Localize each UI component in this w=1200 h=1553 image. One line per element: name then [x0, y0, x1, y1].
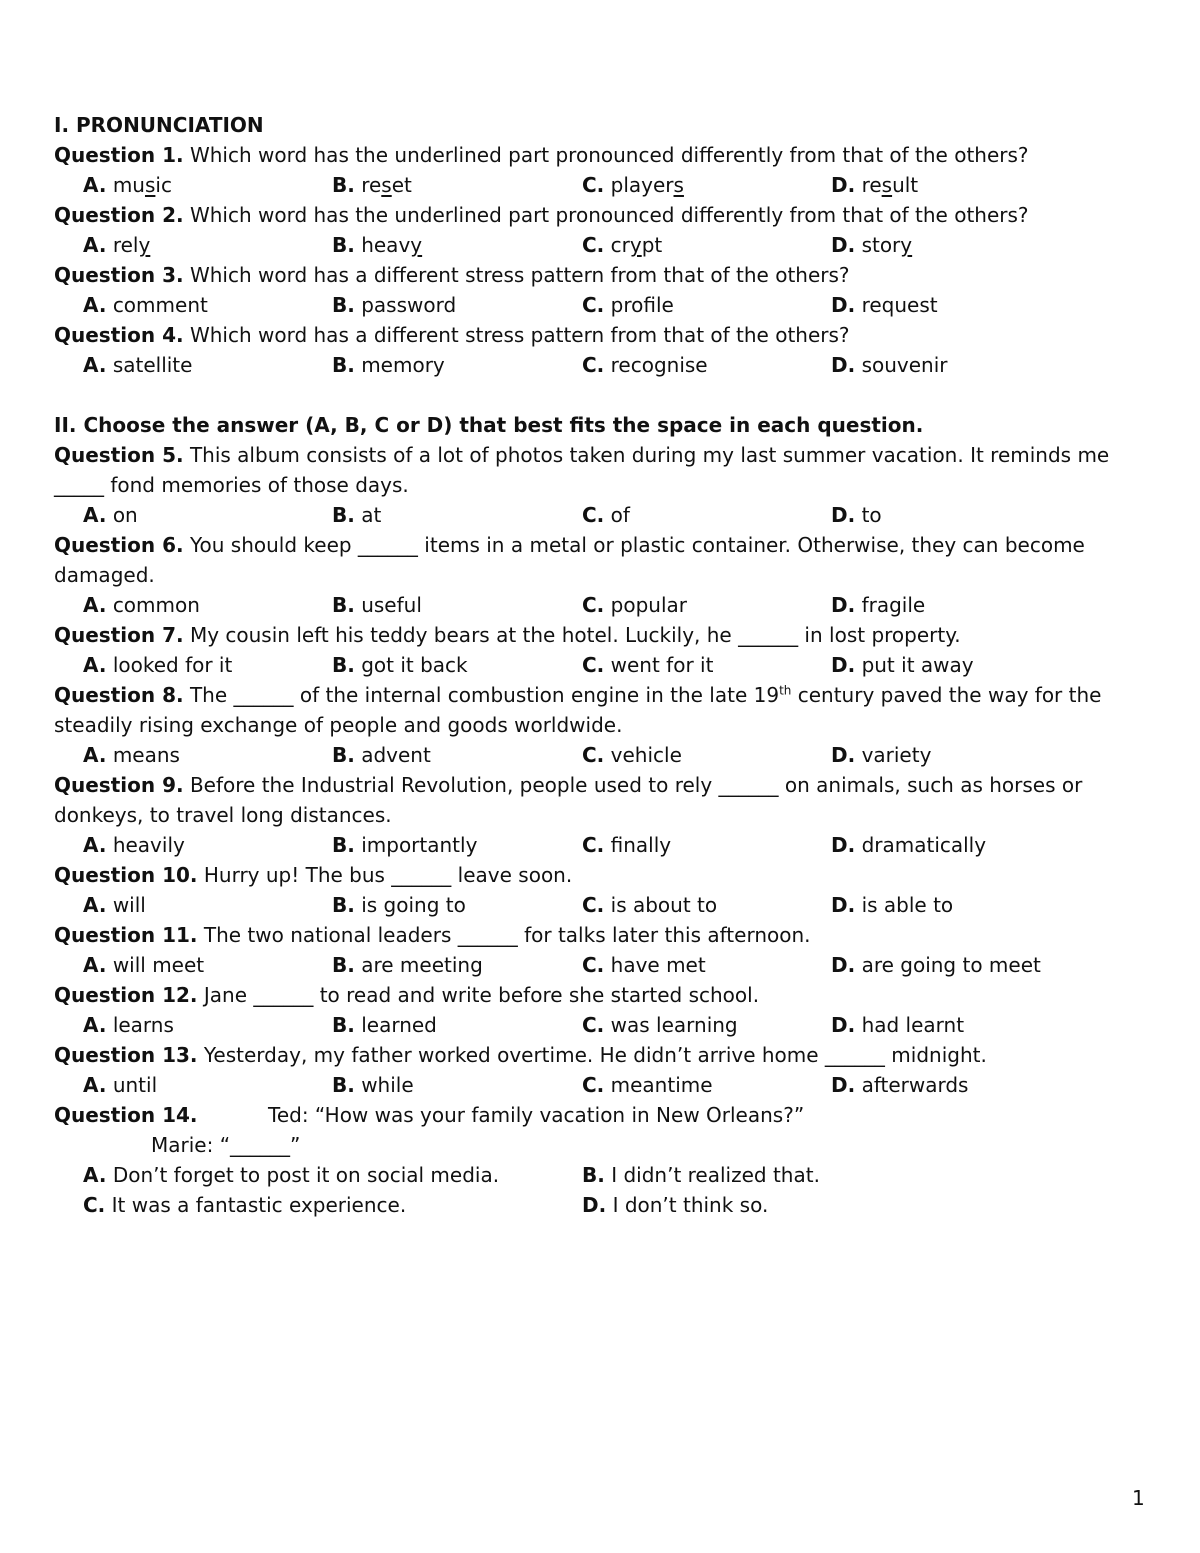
option-d[interactable]: D. are going to meet — [831, 953, 1041, 977]
question-4-options — [54, 350, 1150, 380]
option-d[interactable]: D. variety — [831, 743, 932, 767]
question-3 — [54, 260, 1150, 290]
question-8-options — [54, 740, 1150, 770]
question-8 — [54, 680, 1150, 740]
option-b[interactable]: B. learned — [332, 1013, 437, 1037]
question-label: Question 11. — [54, 923, 198, 947]
question-5 — [54, 440, 1150, 500]
question-label: Question 9. — [54, 773, 184, 797]
question-text: Hurry up! The bus ______ leave soon. — [203, 863, 573, 887]
option-d[interactable]: D. story — [831, 233, 913, 257]
question-9-options — [54, 830, 1150, 860]
option-c[interactable]: C. went for it — [582, 653, 714, 677]
option-d[interactable]: D. I don’t think so. — [582, 1193, 769, 1217]
question-label: Question 10. — [54, 863, 198, 887]
question-10-options — [54, 890, 1150, 920]
question-text: Which word has the underlined part pronounced differently from that of the others? — [189, 203, 1029, 227]
question-7 — [54, 620, 1150, 650]
option-a[interactable]: A. looked for it — [83, 653, 233, 677]
option-b[interactable]: B. importantly — [332, 833, 478, 857]
question-text: Yesterday, my father worked overtime. He didn’t arrive home ______ midnight. — [203, 1043, 987, 1067]
question-label: Question 3. — [54, 263, 184, 287]
section-pronunciation-title: I. PRONUNCIATION — [54, 113, 264, 137]
question-14-options-row-2 — [54, 1190, 1150, 1220]
option-a[interactable]: A. Don’t forget to post it on social media. — [83, 1163, 500, 1187]
question-label: Question 4. — [54, 323, 184, 347]
option-a[interactable]: A. will — [83, 893, 146, 917]
question-text: Before the Industrial Revolution, people used to rely ______ on animals, such as horses or donkeys, to travel long distances. — [54, 773, 1083, 827]
underlined-part: y — [138, 233, 151, 257]
question-text: This album consists of a lot of photos taken during my last summer vacation. It reminds me _____ fond memories of those days. — [54, 443, 1110, 497]
underlined-part: y — [900, 233, 913, 257]
page-number: 1 — [1132, 1486, 1145, 1510]
option-c[interactable]: C. is about to — [582, 893, 718, 917]
option-c[interactable]: C. profile — [582, 293, 674, 317]
option-a[interactable]: A. will meet — [83, 953, 205, 977]
question-2 — [54, 200, 1150, 230]
option-a[interactable]: A. on — [83, 503, 138, 527]
question-12-options — [54, 1010, 1150, 1040]
question-label: Question 1. — [54, 143, 184, 167]
option-a[interactable]: A. common — [83, 593, 200, 617]
question-text: The two national leaders ______ for talks later this afternoon. — [203, 923, 811, 947]
option-a[interactable]: A. rely — [83, 233, 151, 257]
option-c[interactable]: C. crypt — [582, 233, 663, 257]
option-d[interactable]: D. result — [831, 173, 919, 197]
option-b[interactable]: B. while — [332, 1073, 414, 1097]
question-4 — [54, 320, 1150, 350]
option-d[interactable]: D. is able to — [831, 893, 954, 917]
option-a[interactable]: A. satellite — [83, 353, 193, 377]
underlined-part: s — [144, 173, 156, 197]
option-a[interactable]: A. music — [83, 173, 172, 197]
question-3-options — [54, 290, 1150, 320]
question-text-before: The ______ of the internal combustion engine in the late 19 — [189, 683, 780, 707]
question-text: Jane ______ to read and write before she started school. — [203, 983, 760, 1007]
question-11-options — [54, 950, 1150, 980]
question-12 — [54, 980, 1150, 1010]
question-label: Question 5. — [54, 443, 184, 467]
question-text-after: century paved the way for the steadily rising exchange of people and goods worldwide. — [54, 683, 1102, 737]
question-1 — [54, 140, 1150, 170]
question-2-options — [54, 230, 1150, 260]
option-b[interactable]: B. heavy — [332, 233, 423, 257]
question-label: Question 7. — [54, 623, 184, 647]
question-14 — [54, 1100, 1150, 1130]
dialog-line-marie: Marie: “______” — [151, 1133, 301, 1157]
question-5-options — [54, 500, 1150, 530]
option-b[interactable]: B. are meeting — [332, 953, 483, 977]
question-text: Which word has a different stress pattern from that of the others? — [189, 263, 850, 287]
option-c[interactable]: C. meantime — [582, 1073, 713, 1097]
question-text: Which word has a different stress pattern from that of the others? — [189, 323, 850, 347]
option-d[interactable]: D. had learnt — [831, 1013, 965, 1037]
question-14-reply — [54, 1130, 1150, 1160]
option-b[interactable]: B. at — [332, 503, 382, 527]
option-b[interactable]: B. advent — [332, 743, 431, 767]
underlined-part: y — [629, 233, 642, 257]
question-6 — [54, 530, 1150, 590]
ordinal-suffix: th — [779, 683, 792, 698]
worksheet-content — [54, 110, 1150, 1220]
question-7-options — [54, 650, 1150, 680]
option-b[interactable]: B. I didn’t realized that. — [582, 1163, 820, 1187]
dialog-line-ted: Ted: “How was your family vacation in New Orleans?” — [268, 1103, 805, 1127]
option-d[interactable]: D. dramatically — [831, 833, 987, 857]
question-label: Question 6. — [54, 533, 184, 557]
option-a[interactable]: A. learns — [83, 1013, 174, 1037]
option-c[interactable]: C. players — [582, 173, 684, 197]
option-b[interactable]: B. is going to — [332, 893, 466, 917]
question-1-options — [54, 170, 1150, 200]
option-b[interactable]: B. reset — [332, 173, 412, 197]
question-label: Question 14. — [54, 1103, 198, 1127]
question-9 — [54, 770, 1150, 830]
option-a[interactable]: A. until — [83, 1073, 158, 1097]
question-label: Question 13. — [54, 1043, 198, 1067]
question-label: Question 12. — [54, 983, 198, 1007]
option-c[interactable]: C. have met — [582, 953, 706, 977]
option-b[interactable]: B. got it back — [332, 653, 468, 677]
option-c[interactable]: C. vehicle — [582, 743, 682, 767]
option-c[interactable]: C. It was a fantastic experience. — [83, 1193, 407, 1217]
underlined-part: s — [673, 173, 684, 197]
question-10 — [54, 860, 1150, 890]
question-label: Question 2. — [54, 203, 184, 227]
underlined-part: s — [881, 173, 893, 197]
question-6-options — [54, 590, 1150, 620]
question-label: Question 8. — [54, 683, 184, 707]
underlined-part: s — [381, 173, 392, 197]
option-d[interactable]: D. souvenir — [831, 353, 948, 377]
question-11 — [54, 920, 1150, 950]
option-d[interactable]: D. request — [831, 293, 938, 317]
underlined-part: y — [410, 233, 423, 257]
question-13 — [54, 1040, 1150, 1070]
option-c[interactable]: C. popular — [582, 593, 687, 617]
option-d[interactable]: D. fragile — [831, 593, 926, 617]
option-c[interactable]: C. recognise — [582, 353, 708, 377]
question-14-options-row-1 — [54, 1160, 1150, 1190]
option-b[interactable]: B. memory — [332, 353, 445, 377]
option-a[interactable]: A. heavily — [83, 833, 185, 857]
option-c[interactable]: C. of — [582, 503, 630, 527]
option-c[interactable]: C. finally — [582, 833, 672, 857]
question-13-options — [54, 1070, 1150, 1100]
option-b[interactable]: B. password — [332, 293, 457, 317]
question-text: Which word has the underlined part pronounced differently from that of the others? — [189, 143, 1029, 167]
option-d[interactable]: D. to — [831, 503, 882, 527]
question-text: You should keep ______ items in a metal or plastic container. Otherwise, they can become damaged. — [54, 533, 1085, 587]
option-c[interactable]: C. was learning — [582, 1013, 738, 1037]
question-text: My cousin left his teddy bears at the hotel. Luckily, he ______ in lost property. — [189, 623, 961, 647]
option-b[interactable]: B. useful — [332, 593, 422, 617]
option-a[interactable]: A. means — [83, 743, 180, 767]
option-a[interactable]: A. comment — [83, 293, 208, 317]
option-d[interactable]: D. put it away — [831, 653, 974, 677]
option-d[interactable]: D. afterwards — [831, 1073, 969, 1097]
section-choose-answer-title: II. Choose the answer (A, B, C or D) that best fits the space in each question. — [54, 413, 924, 437]
